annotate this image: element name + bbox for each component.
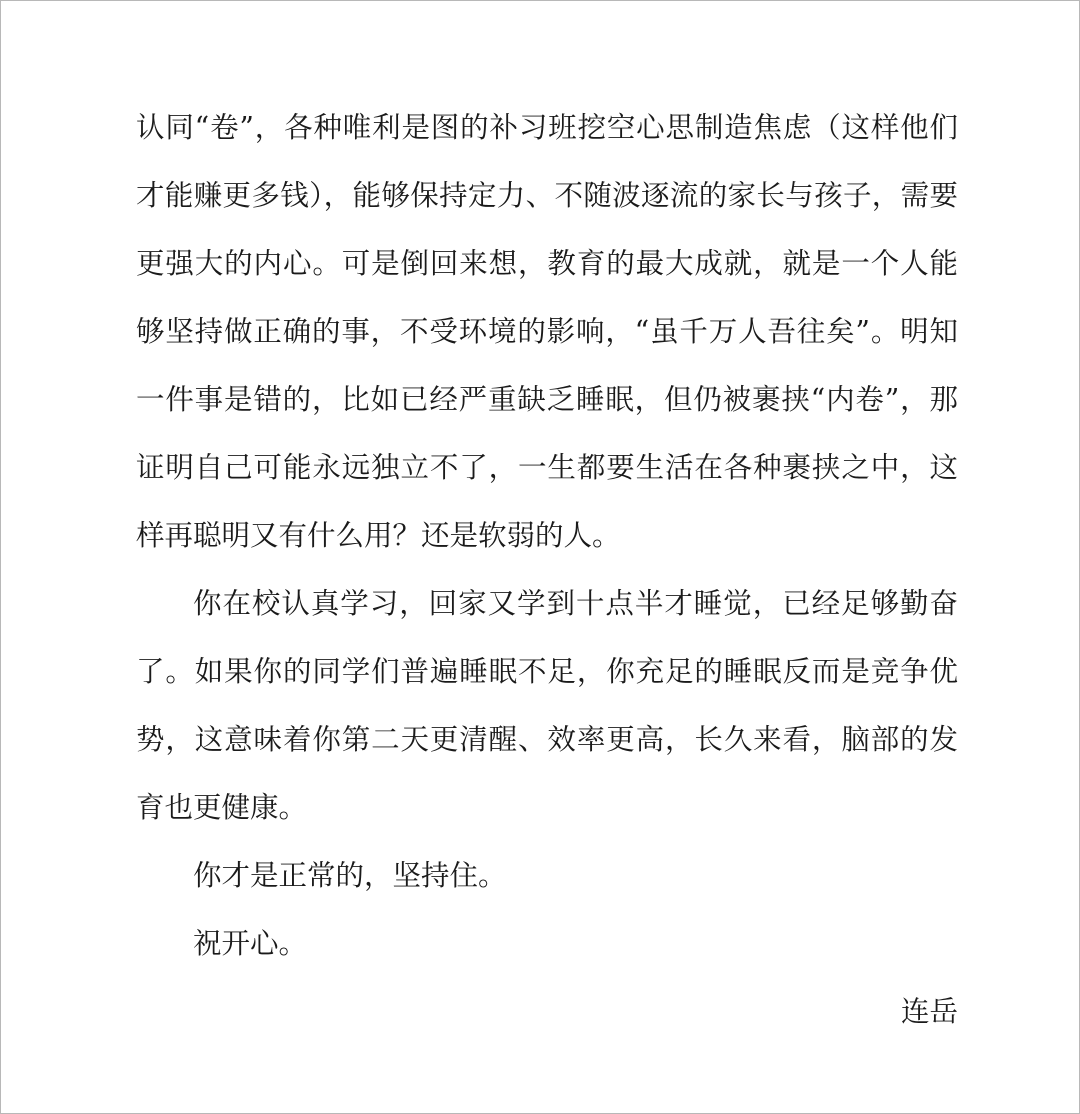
paragraph-closing: 祝开心。 <box>193 927 308 960</box>
paragraph-continuation: 认同“卷”，各种唯利是图的补习班挖空心思制造焦虑（这样他们才能赚更多钱），能够保持定力、不随波逐流的家长与孩子，需要更强大的内心。可是倒回来想，教育的最大成就，就是一个人能够坚持做正确的事，不受环境的影响，“虽千万人吾往矣”。明知一件事是错的，比如已经严重缺乏睡眠，但仍被裹挟“内卷”，那证明自己可能永远独立不了，一生都要生活在各种裹挟之中，这样再聪明又有什么用？还是软弱的人。 <box>136 111 958 552</box>
paragraph-sleep-advantage: 你在校认真学习，回家又学到十点半才睡觉，已经足够勤奋了。如果你的同学们普遍睡眠不足，你充足的睡眠反而是竞争优势，这意味着你第二天更清醒、效率更高，长久来看，脑部的发育也更健康。 <box>136 587 958 824</box>
paragraph-encouragement: 你才是正常的，坚持住。 <box>193 859 507 892</box>
signature: 连岳 <box>900 995 958 1028</box>
letter-body <box>136 94 958 1046</box>
